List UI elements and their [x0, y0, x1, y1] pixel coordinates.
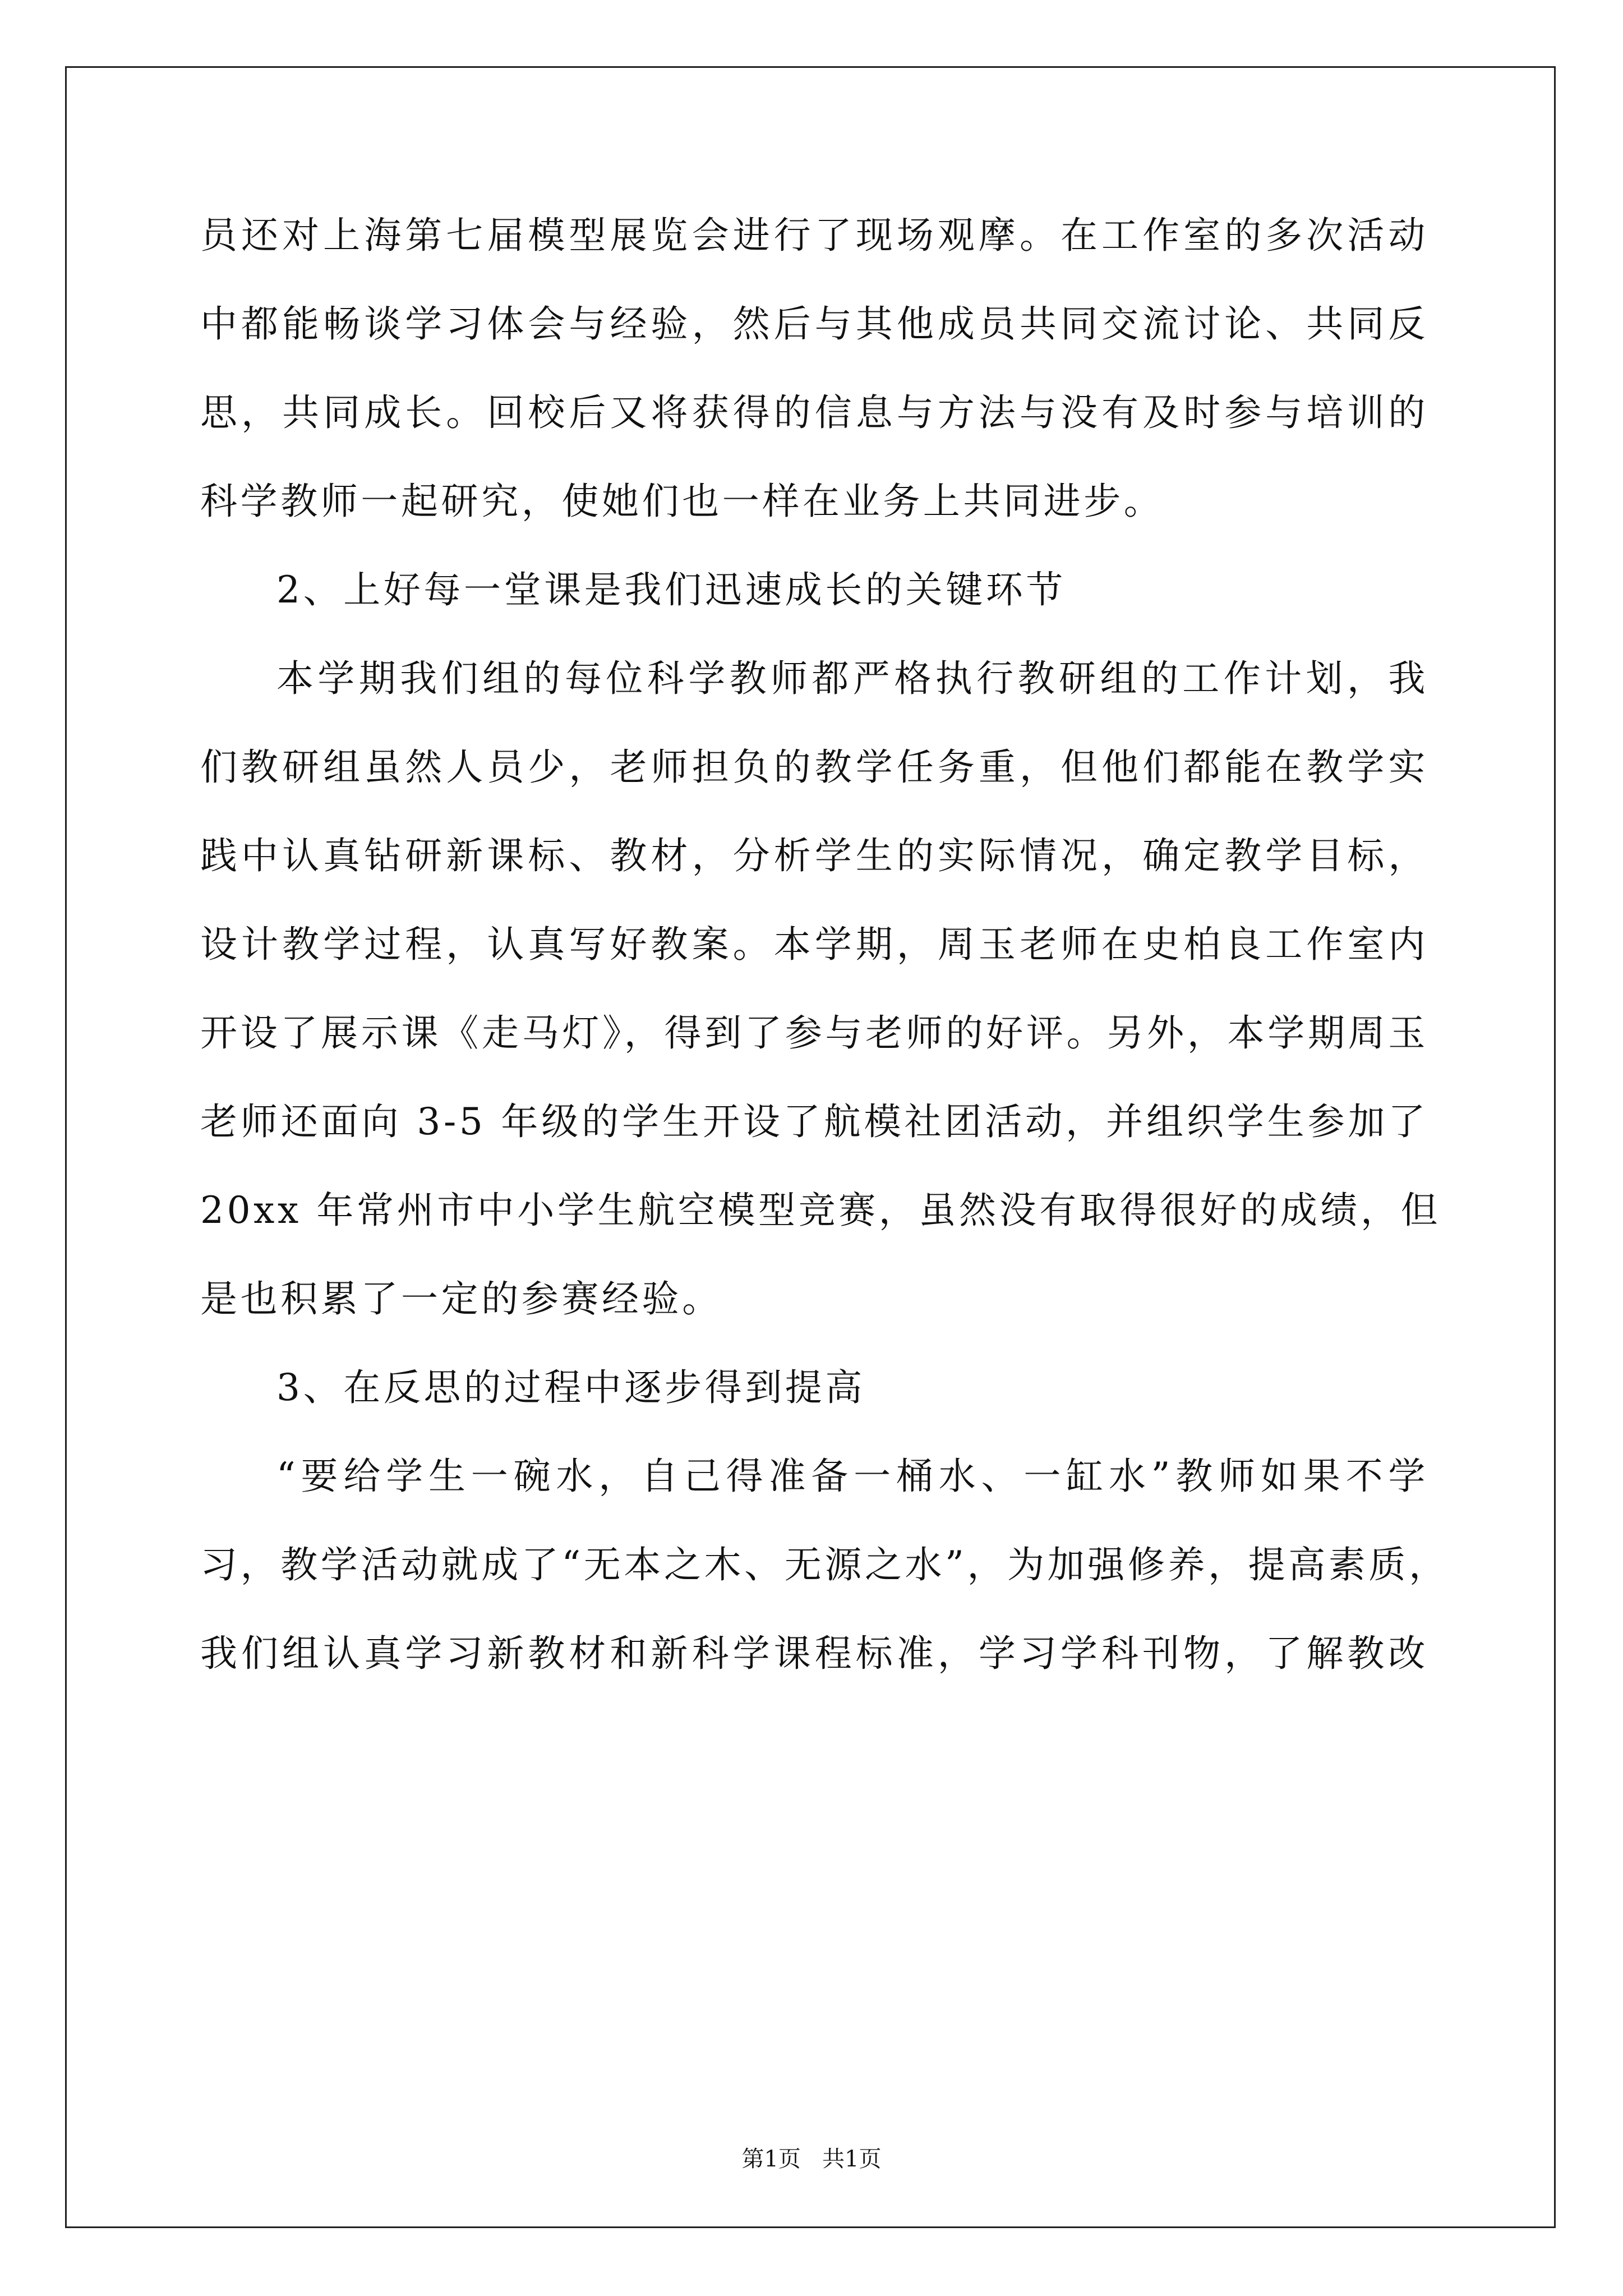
text-line: 们教研组虽然人员少，老师担负的教学任务重，但他们都能在教学实	[200, 746, 1428, 789]
section-heading: 3、在反思的过程中逐步得到提高	[276, 1366, 865, 1409]
text-line: 老师还面向 3-5 年级的学生开设了航模社团活动，并组织学生参加了	[200, 1100, 1428, 1143]
section-heading: 2、上好每一堂课是我们迅速成长的关键环节	[276, 568, 1066, 611]
text-line: “要给学生一碗水，自己得准备一桶水、一缸水”教师如果不学	[276, 1455, 1428, 1498]
text-line: 开设了展示课《走马灯》，得到了参与老师的好评。另外，本学期周玉	[200, 1011, 1428, 1055]
text-line: 中都能畅谈学习体会与经验，然后与其他成员共同交流讨论、共同反	[200, 302, 1428, 346]
text-line: 设计教学过程，认真写好教案。本学期，周玉老师在史柏良工作室内	[200, 923, 1428, 966]
text-line: 我们组认真学习新教材和新科学课程标准，学习学科刊物，了解教改	[200, 1632, 1428, 1675]
text-line: 践中认真钻研新课标、教材，分析学生的实际情况，确定教学目标，	[200, 834, 1428, 877]
text-line: 习，教学活动就成了“无本之木、无源之水”，为加强修养，提高素质，	[200, 1543, 1449, 1586]
text-line: 本学期我们组的每位科学教师都严格执行教研组的工作计划，我	[276, 657, 1428, 700]
text-line: 20xx 年常州市中小学生航空模型竞赛，虽然没有取得很好的成绩，但	[200, 1189, 1441, 1232]
text-line: 员还对上海第七届模型展览会进行了现场观摩。在工作室的多次活动	[200, 214, 1428, 257]
text-line: 思，共同成长。回校后又将获得的信息与方法与没有及时参与培训的	[200, 391, 1428, 434]
page-number-footer: 第1页 共1页	[741, 2146, 882, 2172]
text-line: 科学教师一起研究，使她们也一样在业务上共同进步。	[200, 480, 1164, 523]
text-line: 是也积累了一定的参赛经验。	[200, 1277, 722, 1320]
